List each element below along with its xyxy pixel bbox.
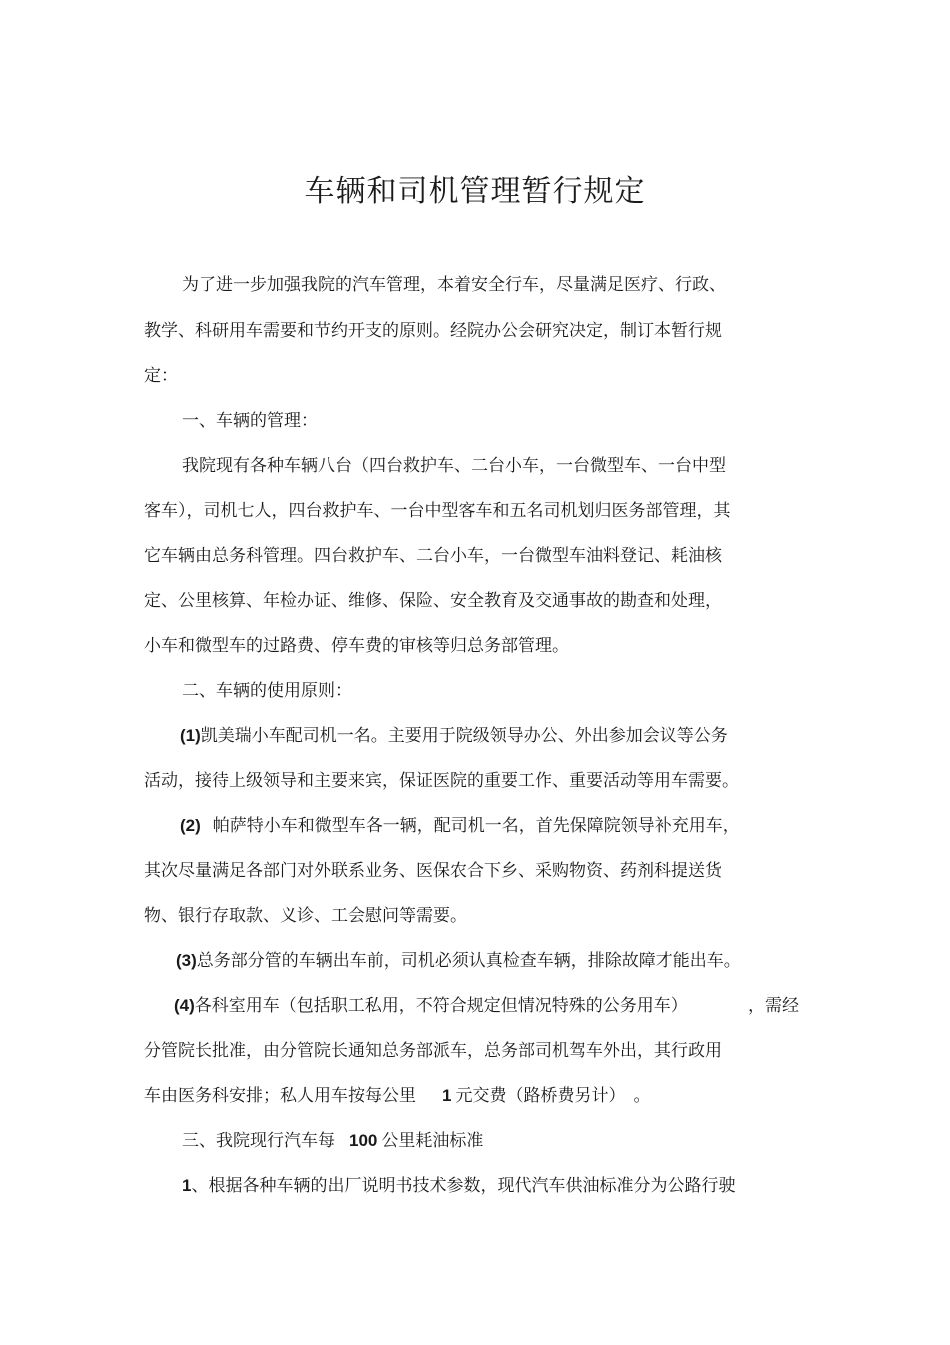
paragraph-intro-line-2: 教学、科研用车需要和节约开支的原则。经院办公会研究决定，制订本暂行规 (144, 321, 722, 341)
item-1-marker: (1) (180, 726, 201, 745)
item-4-line-3 (144, 1083, 650, 1109)
item-4-line-1 (174, 993, 688, 1019)
item-2-line-1 (180, 813, 740, 839)
section-heading-2: 二、车辆的使用原则： (182, 681, 352, 701)
clause-1-line-1 (182, 1173, 735, 1199)
item-4-marker: (4) (174, 996, 195, 1015)
clause-1-marker: 1 (182, 1176, 192, 1195)
item-3-line-1 (176, 948, 741, 974)
item-2-text: 帕萨特小车和微型车各一辆，配司机一名，首先保障院领导补充用车， (212, 816, 740, 836)
document-title: 车辆和司机管理暂行规定 (304, 174, 646, 209)
item-2-line-2: 其次尽量满足各部门对外联系业务、医保农合下乡、采购物资、药剂科提送货 (144, 861, 722, 881)
item-3-marker: (3) (176, 951, 197, 970)
fee-amount: 1 (442, 1086, 452, 1105)
item-4-line-3-text: 车由医务科安排；私人用车按每公里 (144, 1086, 416, 1106)
paragraph-vehicles-line-1: 我院现有各种车辆八台（四台救护车、二台小车，一台微型车、一台中型 (182, 456, 726, 476)
paragraph-intro-line-1: 为了进一步加强我院的汽车管理，本着安全行车，尽量满足医疗、行政、 (182, 275, 726, 295)
section-heading-1: 一、车辆的管理： (182, 411, 318, 431)
item-1-text: 凯美瑞小车配司机一名。主要用于院级领导办公、外出参加会议等公务 (200, 726, 728, 746)
item-2-marker: (2) (180, 816, 201, 835)
item-4-line-2: 分管院长批准，由分管院长通知总务部派车，总务部司机驾车外出，其行政用 (144, 1041, 722, 1061)
paragraph-intro-line-3: 定： (144, 366, 178, 386)
fee-period: 。 (633, 1086, 651, 1106)
clause-1-text: 、根据各种车辆的出厂说明书技术参数，现代汽车供油标准分为公路行驶 (191, 1176, 736, 1196)
section-heading-3-text: 三、我院现行汽车每 (182, 1131, 335, 1151)
paragraph-vehicles-line-4: 定、公里核算、年检办证、维修、保险、安全教育及交通事故的勘查和处理， (144, 591, 722, 611)
item-1-line-1 (180, 723, 728, 749)
distance-value: 100 (349, 1131, 378, 1150)
paragraph-vehicles-line-3: 它车辆由总务科管理。四台救护车、二台小车，一台微型车油料登记、耗油核 (144, 546, 722, 566)
item-4-line-1-tail: ，需经 (748, 996, 799, 1016)
item-4-text: 各科室用车（包括职工私用，不符合规定但情况特殊的公务用车） (194, 996, 688, 1016)
item-1-line-2: 活动，接待上级领导和主要来宾，保证医院的重要工作、重要活动等用车需要。 (144, 771, 739, 791)
item-2-line-3: 物、银行存取款、义诊、工会慰问等需要。 (144, 906, 467, 926)
fee-text: 元交费（路桥费另计） (455, 1086, 626, 1106)
item-3-text: 总务部分管的车辆出车前，司机必须认真检查车辆，排除故障才能出车。 (196, 951, 741, 971)
paragraph-vehicles-line-2: 客车），司机七人，四台救护车、一台中型客车和五名司机划归医务部管理，其 (144, 501, 731, 521)
section-heading-3-tail: 公里耗油标准 (381, 1131, 484, 1151)
section-heading-3 (182, 1128, 483, 1154)
paragraph-vehicles-line-5: 小车和微型车的过路费、停车费的审核等归总务部管理。 (144, 636, 569, 656)
